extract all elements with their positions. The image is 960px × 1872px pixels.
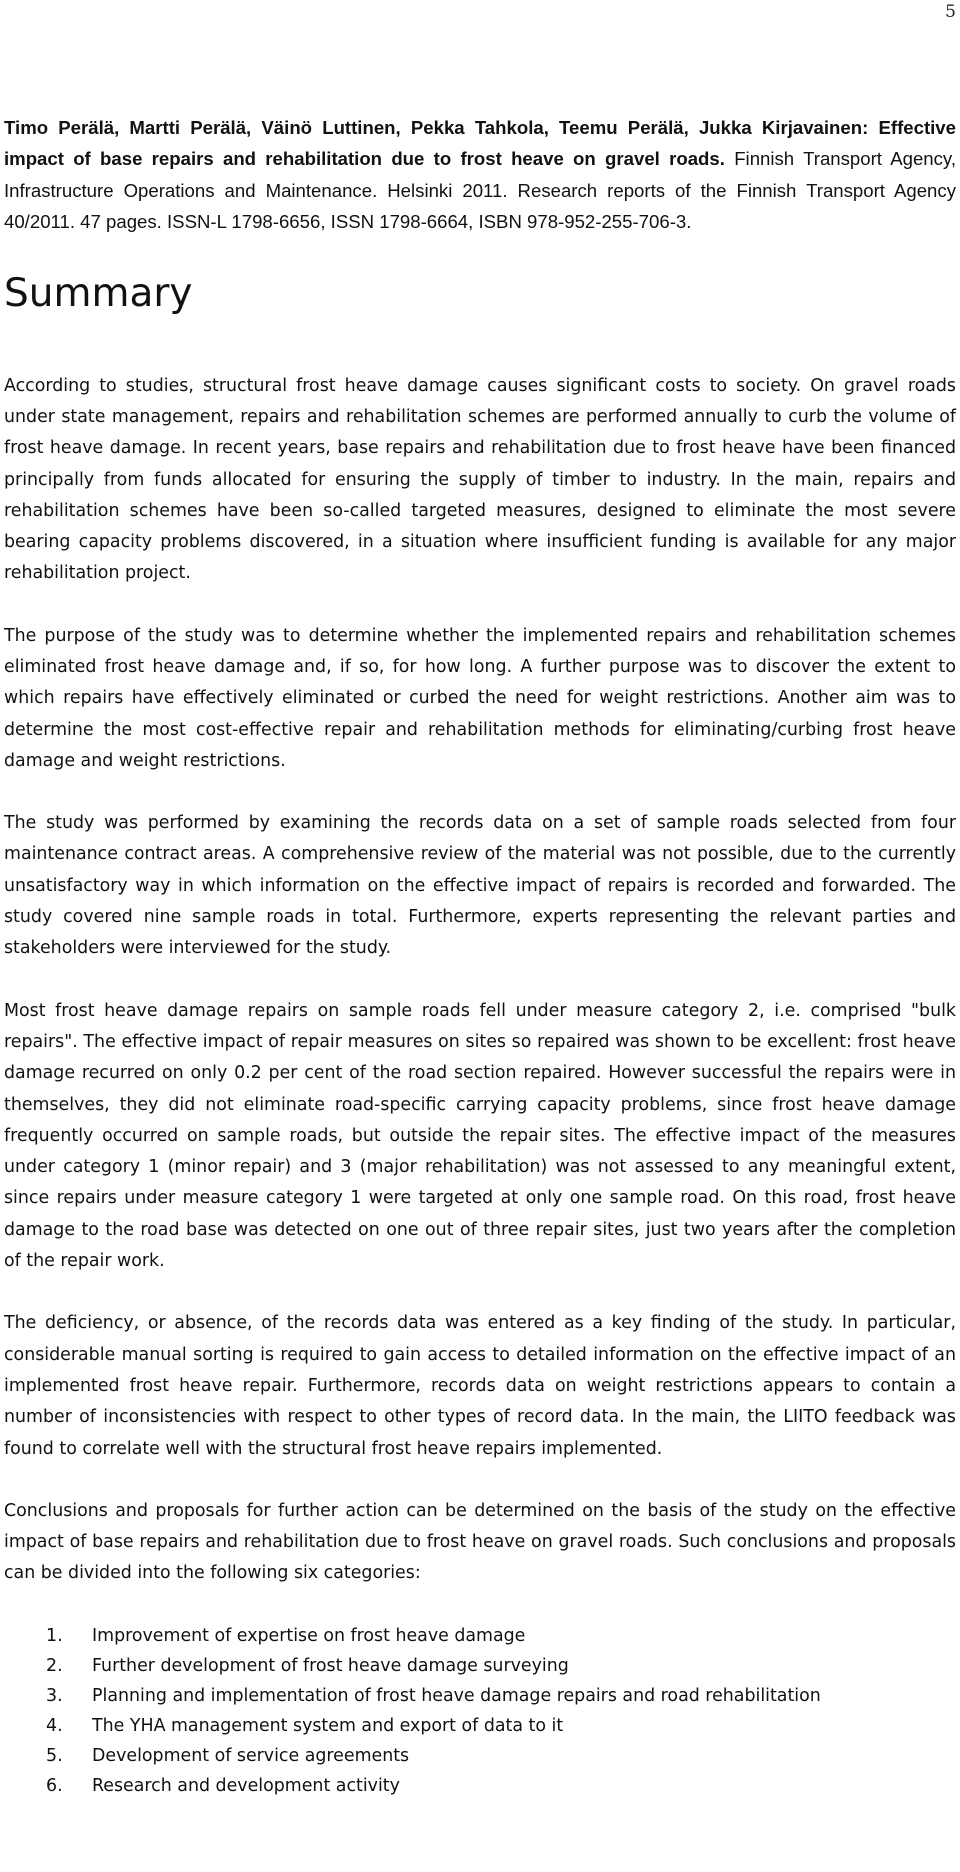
list-item [4, 1651, 956, 1681]
list-text: Development of service agreements [92, 1745, 410, 1766]
list-text: Planning and implementation of frost heave damage repairs and road rehabilitation [92, 1685, 821, 1706]
list-item [4, 1711, 956, 1741]
list-number: 6. [46, 1775, 63, 1796]
page-number: 5 [945, 2, 956, 22]
paragraph: The study was performed by examining the records data on a set of sample roads selected from four maintenance contract areas. A comprehensive review of the material was not possible, due to the currently unsatisfactory way in which information on the effective impact of repairs is recorded and forwarded. The study covered nine sample roads in total. Furthermore, experts representing the relevant parties and stakeholders were interviewed for the study. [4, 813, 956, 959]
paragraph: Most frost heave damage repairs on sample roads fell under measure category 2, i.e. comprised "bulk repairs". The effective impact of repair measures on sites so repaired was shown to be excellent: frost heave damage recurred on only 0.2 per cent of the road section repaired. However successful the repairs were in themselves, they did not eliminate road-specific carrying capacity problems, since frost heave damage frequently occurred on sample roads, but outside the repair sites. The effective impact of the measures under category 1 (minor repair) and 3 (major rehabilitation) was not assessed to any meaningful extent, since repairs under measure category 1 were targeted at only one sample road. On this road, frost heave damage to the road base was detected on one out of three repair sites, just two years after the completion of the repair work. [4, 1000, 956, 1272]
list-number: 5. [46, 1745, 63, 1766]
list-text: Improvement of expertise on frost heave damage [92, 1625, 526, 1646]
paragraph: The purpose of the study was to determine whether the implemented repairs and rehabilitation schemes eliminated frost heave damage and, if so, for how long. A further purpose was to discover the extent to which repairs have effectively eliminated or curbed the need for weight restrictions. Another aim was to determine the most cost-effective repair and rehabilitation methods for eliminating/curbing frost heave damage and weight restrictions. [4, 625, 956, 771]
citation-publication: Finnish Transport Agency, Infrastructure Operations and Maintenance. Helsinki 2011. Research reports of the Finnish Transport Agency 40/2011. 47 pages. ISSN-L 1798-6656, ISSN 1798-6664, ISBN 978-952-255-706-3. [4, 148, 957, 233]
list-item [4, 1621, 956, 1651]
summary-body [4, 371, 956, 1801]
list-text: The YHA management system and export of data to it [92, 1715, 564, 1736]
citation [4, 112, 956, 238]
list-item [4, 1771, 956, 1801]
paragraph: The deficiency, or absence, of the records data was entered as a key finding of the study. In particular, considerable manual sorting is required to gain access to detailed information on the effective impact of an implemented frost heave repair. Furthermore, records data on weight restrictions appears to contain a number of inconsistencies with respect to other types of record data. In the main, the LIITO feedback was found to correlate well with the structural frost heave repairs implemented. [4, 1313, 956, 1459]
citation-authors-title: Timo Perälä, Martti Perälä, Väinö Luttinen, Pekka Tahkola, Teemu Perälä, Jukka Kirjavainen: Effective impact of base repairs and rehabilitation due to frost heave on gravel roads. [4, 117, 956, 170]
list-item [4, 1681, 956, 1711]
paragraph: According to studies, structural frost heave damage causes significant costs to society. On gravel roads under state management, repairs and rehabilitation schemes are performed annually to curb the volume of frost heave damage. In recent years, base repairs and rehabilitation due to frost heave have been financed principally from funds allocated for ensuring the supply of timber to industry. In the main, repairs and rehabilitation schemes have been so-called targeted measures, designed to eliminate the most severe bearing capacity problems discovered, in a situation where insufficient funding is available for any major rehabilitation project. [4, 375, 956, 584]
categories-list [4, 1621, 956, 1801]
document-body [4, 112, 956, 1801]
list-number: 2. [46, 1655, 63, 1676]
list-text: Further development of frost heave damage surveying [92, 1655, 569, 1676]
list-item [4, 1741, 956, 1771]
list-number: 1. [46, 1625, 63, 1646]
list-number: 3. [46, 1685, 63, 1706]
list-text: Research and development activity [92, 1775, 400, 1796]
list-number: 4. [46, 1715, 63, 1736]
page-title: Summary [4, 270, 193, 316]
paragraph: Conclusions and proposals for further action can be determined on the basis of the study on the effective impact of base repairs and rehabilitation due to frost heave on gravel roads. Such conclusions and proposals can be divided into the following six categories: [4, 1500, 956, 1584]
